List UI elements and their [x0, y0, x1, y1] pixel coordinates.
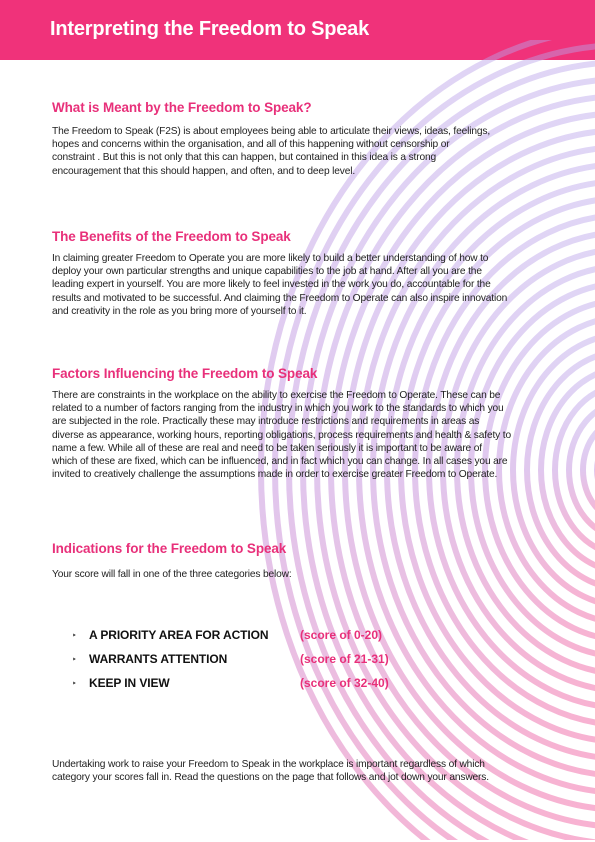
- paragraph-line: which of these are fixed, which can be influenced, and in fact which you can change. In all cases you are: [52, 456, 508, 468]
- paragraph-line: leading expert in yourself. You are more likely to feel invested in the work you do, accountable for the: [52, 279, 491, 291]
- category-label: A PRIORITY AREA FOR ACTION: [89, 628, 269, 642]
- bullet-arrow-icon: ‣: [72, 655, 77, 664]
- paragraph-line: name a few. While all of these are real and need to be taken seriously it is important to be aware of: [52, 442, 482, 454]
- fingerprint-ridge: [513, 334, 595, 606]
- category-score-range: (score of 21-31): [300, 652, 389, 666]
- category-score-range: (score of 0-20): [300, 628, 383, 642]
- section-title-what-is-meant: What is Meant by the Freedom to Speak?: [52, 100, 312, 115]
- fingerprint-ridge: [583, 419, 595, 521]
- score-category-item: [72, 676, 492, 694]
- paragraph-line: Your score will fall in one of the three categories below:: [52, 569, 292, 580]
- section-title-factors: Factors Influencing the Freedom to Speak: [52, 366, 318, 381]
- paragraph-line: encouragement that this should happen, and often, and to deep level.: [52, 165, 356, 177]
- bullet-arrow-icon: ‣: [72, 631, 77, 640]
- paragraph-line: invited to creatively challenge the assumptions made in order to exercise greater Freedom to Operate.: [52, 469, 498, 481]
- paragraph-line: deploy your own particular strengths and unique capabilities to the job at hand. After all you are the: [52, 266, 482, 278]
- paragraph-line: constraint . But this is not only that this can happen, but contained in this idea is a strong: [52, 152, 437, 164]
- paragraph-line: There are constraints in the workplace on the ability to exercise the Freedom to Operate. These can be: [52, 390, 501, 401]
- header-bar: [0, 0, 595, 60]
- section-paragraph-what-is-meant: [52, 125, 522, 178]
- paragraph-line: The Freedom to Speak (F2S) is about employees being able to articulate their views, ideas, feelings,: [52, 126, 491, 137]
- category-label: KEEP IN VIEW: [89, 676, 170, 690]
- score-category-item: [72, 628, 492, 646]
- section-title-indications: Indications for the Freedom to Speak: [52, 541, 287, 556]
- paragraph-line: category your scores fall in. Read the questions on the page that follows and jot down your answers.: [52, 772, 489, 784]
- paragraph-line: results and motivated to be successful. And claiming the Freedom to Operate can also inspire innovation: [52, 292, 508, 304]
- fingerprint-ridge: [527, 351, 595, 589]
- bullet-arrow-icon: ‣: [72, 679, 77, 688]
- category-label: WARRANTS ATTENTION: [89, 652, 228, 666]
- paragraph-line: and creativity in the role as you bring more of yourself to it.: [52, 305, 307, 317]
- section-paragraph-indications: [52, 568, 522, 581]
- paragraph-line: Undertaking work to raise your Freedom to Speak in the workplace is important regardless of which: [52, 759, 485, 770]
- paragraph-line: are subjected in the role. Practically these may introduce restrictions and requirements in areas as: [52, 416, 480, 428]
- footer-paragraph: [52, 758, 522, 784]
- paragraph-line: related to a number of factors ranging from the industry in which you work to the standards to which you: [52, 403, 504, 415]
- fingerprint-ridge: [569, 402, 595, 538]
- section-title-benefits: The Benefits of the Freedom to Speak: [52, 229, 291, 244]
- section-paragraph-factors: [52, 389, 522, 481]
- score-category-item: [72, 652, 492, 670]
- page-title: Interpreting the Freedom to Speak: [50, 18, 370, 40]
- fingerprint-ridge: [555, 385, 595, 555]
- section-paragraph-benefits: [52, 252, 522, 318]
- fingerprint-ridge: [541, 368, 595, 572]
- paragraph-line: diverse as appearance, working hours, reporting obligations, process requirements and health & safety to: [52, 429, 511, 441]
- paragraph-line: hopes and concerns within the organisation, and all of this happening without censorship or: [52, 139, 450, 151]
- paragraph-line: In claiming greater Freedom to Operate you are more likely to build a better understanding of how to: [52, 253, 489, 264]
- category-score-range: (score of 32-40): [300, 676, 389, 690]
